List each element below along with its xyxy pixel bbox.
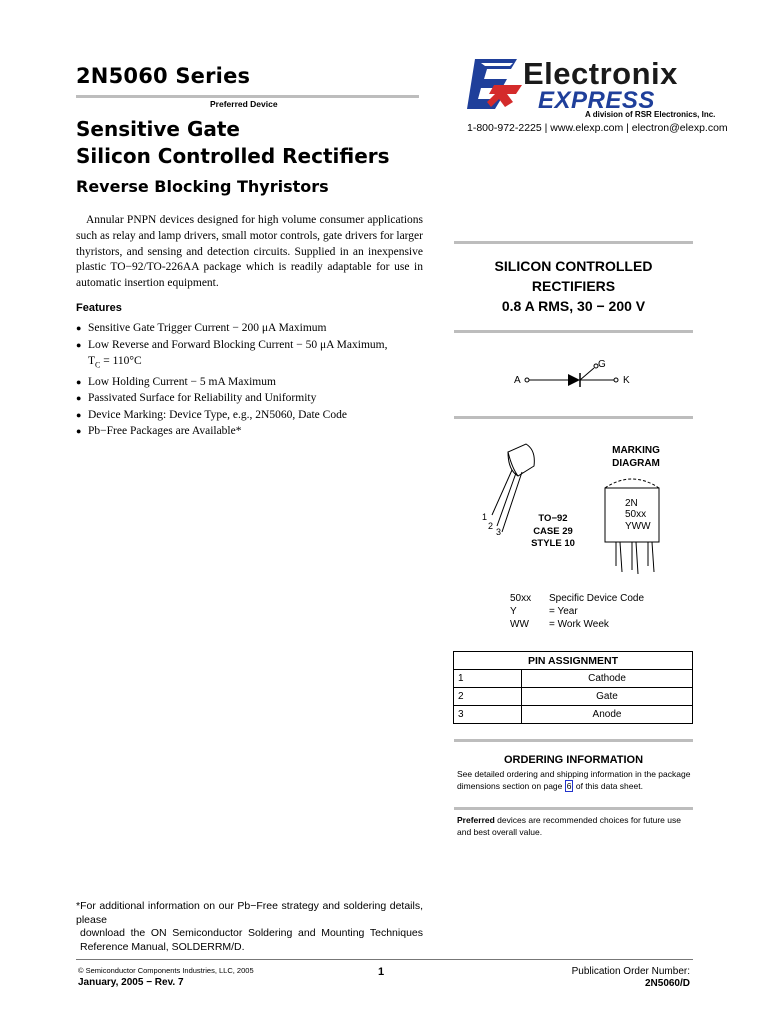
- ordering-heading: ORDERING INFORMATION: [503, 754, 644, 766]
- preferred-device-label: Preferred Device: [210, 99, 278, 109]
- marking-diagram-icon: [600, 476, 664, 576]
- footnote-line-2: download the ON Semiconductor Soldering and Mounting Techniques Reference Manual, SOLDERRM/D.: [80, 927, 423, 953]
- gate-label: G: [598, 359, 606, 370]
- legend-desc: = Year: [549, 606, 578, 617]
- scr-heading-line-3: 0.8 A RMS, 30 − 200 V: [501, 298, 646, 314]
- preferred-note-bold: Preferred: [457, 815, 495, 825]
- page-title: [76, 116, 390, 170]
- publication-number: 2N5060/D: [644, 978, 690, 989]
- tc-value: = 110°C: [100, 355, 142, 367]
- legend-row: [510, 618, 644, 631]
- right-rule: [454, 416, 693, 419]
- legend-code: Y: [510, 606, 517, 617]
- package-label: [521, 513, 585, 551]
- logo-name: Electronix: [523, 56, 678, 91]
- legend-code: 50xx: [510, 593, 532, 604]
- copyright: © Semiconductor Components Industries, LLC, 2005: [78, 966, 254, 975]
- feature-item: [76, 337, 426, 374]
- features-heading: Features: [76, 302, 122, 314]
- marking-legend: [510, 592, 644, 631]
- preferred-note-text: devices are recommended choices for future use and best overall value.: [457, 815, 681, 837]
- logo-name-express: EXPRESS: [538, 87, 655, 114]
- title-rule: [76, 95, 419, 98]
- package-line-3: STYLE 10: [531, 538, 575, 549]
- table-row: [454, 670, 693, 688]
- series-title: 2N5060 Series: [76, 64, 251, 88]
- page-link[interactable]: 6: [566, 780, 572, 791]
- title-line-2: Silicon Controlled Rectifiers: [76, 144, 390, 168]
- right-rule: [454, 739, 693, 742]
- scr-heading: [454, 256, 693, 316]
- logo-division: A division of RSR Electronics, Inc.: [585, 110, 716, 119]
- scr-symbol-diagram: [510, 355, 640, 389]
- electronix-express-logo-icon: [467, 57, 523, 113]
- tc-symbol: T: [88, 355, 96, 367]
- feature-item-text: Low Reverse and Forward Blocking Current − 50 μA Maximum,: [88, 338, 388, 351]
- pin-3-label: 3: [496, 527, 502, 537]
- feature-item: ● Low Holding Current − 5 mA Maximum: [76, 374, 426, 391]
- marking-text-2: 50xx: [625, 509, 647, 520]
- right-rule: [454, 241, 693, 244]
- footnote-line-1: *For additional information on our Pb−Free strategy and soldering details, please: [76, 900, 423, 926]
- pin-1-label: 1: [482, 512, 488, 522]
- scr-heading-line-1: SILICON CONTROLLED: [494, 258, 653, 274]
- feature-item: ● Pb−Free Packages are Available*: [76, 423, 426, 440]
- publication-label: Publication Order Number:: [571, 966, 690, 977]
- legend-desc: Specific Device Code: [549, 593, 645, 604]
- pin-number: 1: [454, 670, 522, 688]
- marking-diagram-heading: [594, 444, 678, 470]
- right-rule: [454, 330, 693, 333]
- features-list: [76, 320, 426, 440]
- ordering-text-before: See detailed ordering and shipping information in the package dimensions section on page: [457, 769, 691, 791]
- pin-number: 2: [454, 688, 522, 706]
- ordering-text-after: of this data sheet.: [573, 780, 643, 791]
- page-number: 1: [378, 966, 385, 978]
- table-row: [454, 688, 693, 706]
- pin-assignment-table: [453, 651, 693, 724]
- feature-item: ● Passivated Surface for Reliability and Uniformity: [76, 390, 426, 407]
- marking-text-1: 2N: [625, 498, 638, 509]
- package-line-2: CASE 29: [533, 525, 573, 537]
- pb-free-footnote: [76, 900, 423, 954]
- intro-paragraph: Annular PNPN devices designed for high volume consumer applications such as relay and lamp drivers, small motor controls, gate drivers for larger thyristors, and sensing and detection circuits. Supplied in an inexpensive plastic TO−92/TO-226AA package which is readily adaptable for use in automatic insertion equipment.: [76, 214, 423, 290]
- pin-name: Gate: [522, 688, 693, 706]
- footer-rule: [76, 959, 693, 960]
- table-row: [454, 706, 693, 724]
- marking-text-3: YWW: [625, 521, 651, 532]
- diode-triangle-icon: [568, 374, 580, 386]
- tc-subscript: C: [95, 360, 101, 370]
- right-rule: [454, 807, 693, 810]
- legend-code: WW: [510, 619, 529, 630]
- pin-2-label: 2: [488, 521, 494, 531]
- feature-item: ● Device Marking: Device Type, e.g., 2N5060, Date Code: [76, 407, 426, 424]
- title-line-1: Sensitive Gate: [76, 117, 240, 141]
- page-subtitle: Reverse Blocking Thyristors: [76, 177, 329, 196]
- revision-date: January, 2005 − Rev. 7: [78, 977, 184, 988]
- pin-assignment-title: PIN ASSIGNMENT: [454, 652, 693, 670]
- scr-heading-line-2: RECTIFIERS: [531, 278, 616, 294]
- legend-row: [510, 592, 644, 605]
- legend-desc: = Work Week: [549, 619, 609, 630]
- marking-line-1: MARKING: [612, 445, 660, 456]
- pin-number: 3: [454, 706, 522, 724]
- logo-contact-info: 1-800-972-2225 | www.elexp.com | electron@elexp.com: [467, 122, 728, 134]
- cathode-label: K: [623, 375, 630, 386]
- package-line-1: TO−92: [538, 513, 568, 524]
- legend-row: [510, 605, 644, 618]
- pin-name: Anode: [522, 706, 693, 724]
- anode-label: A: [514, 375, 521, 386]
- preferred-note: [457, 815, 693, 838]
- feature-item: ● Sensitive Gate Trigger Current − 200 μA Maximum: [76, 320, 426, 337]
- pin-name: Cathode: [522, 670, 693, 688]
- marking-line-2: DIAGRAM: [612, 458, 660, 469]
- ordering-text: [457, 769, 693, 792]
